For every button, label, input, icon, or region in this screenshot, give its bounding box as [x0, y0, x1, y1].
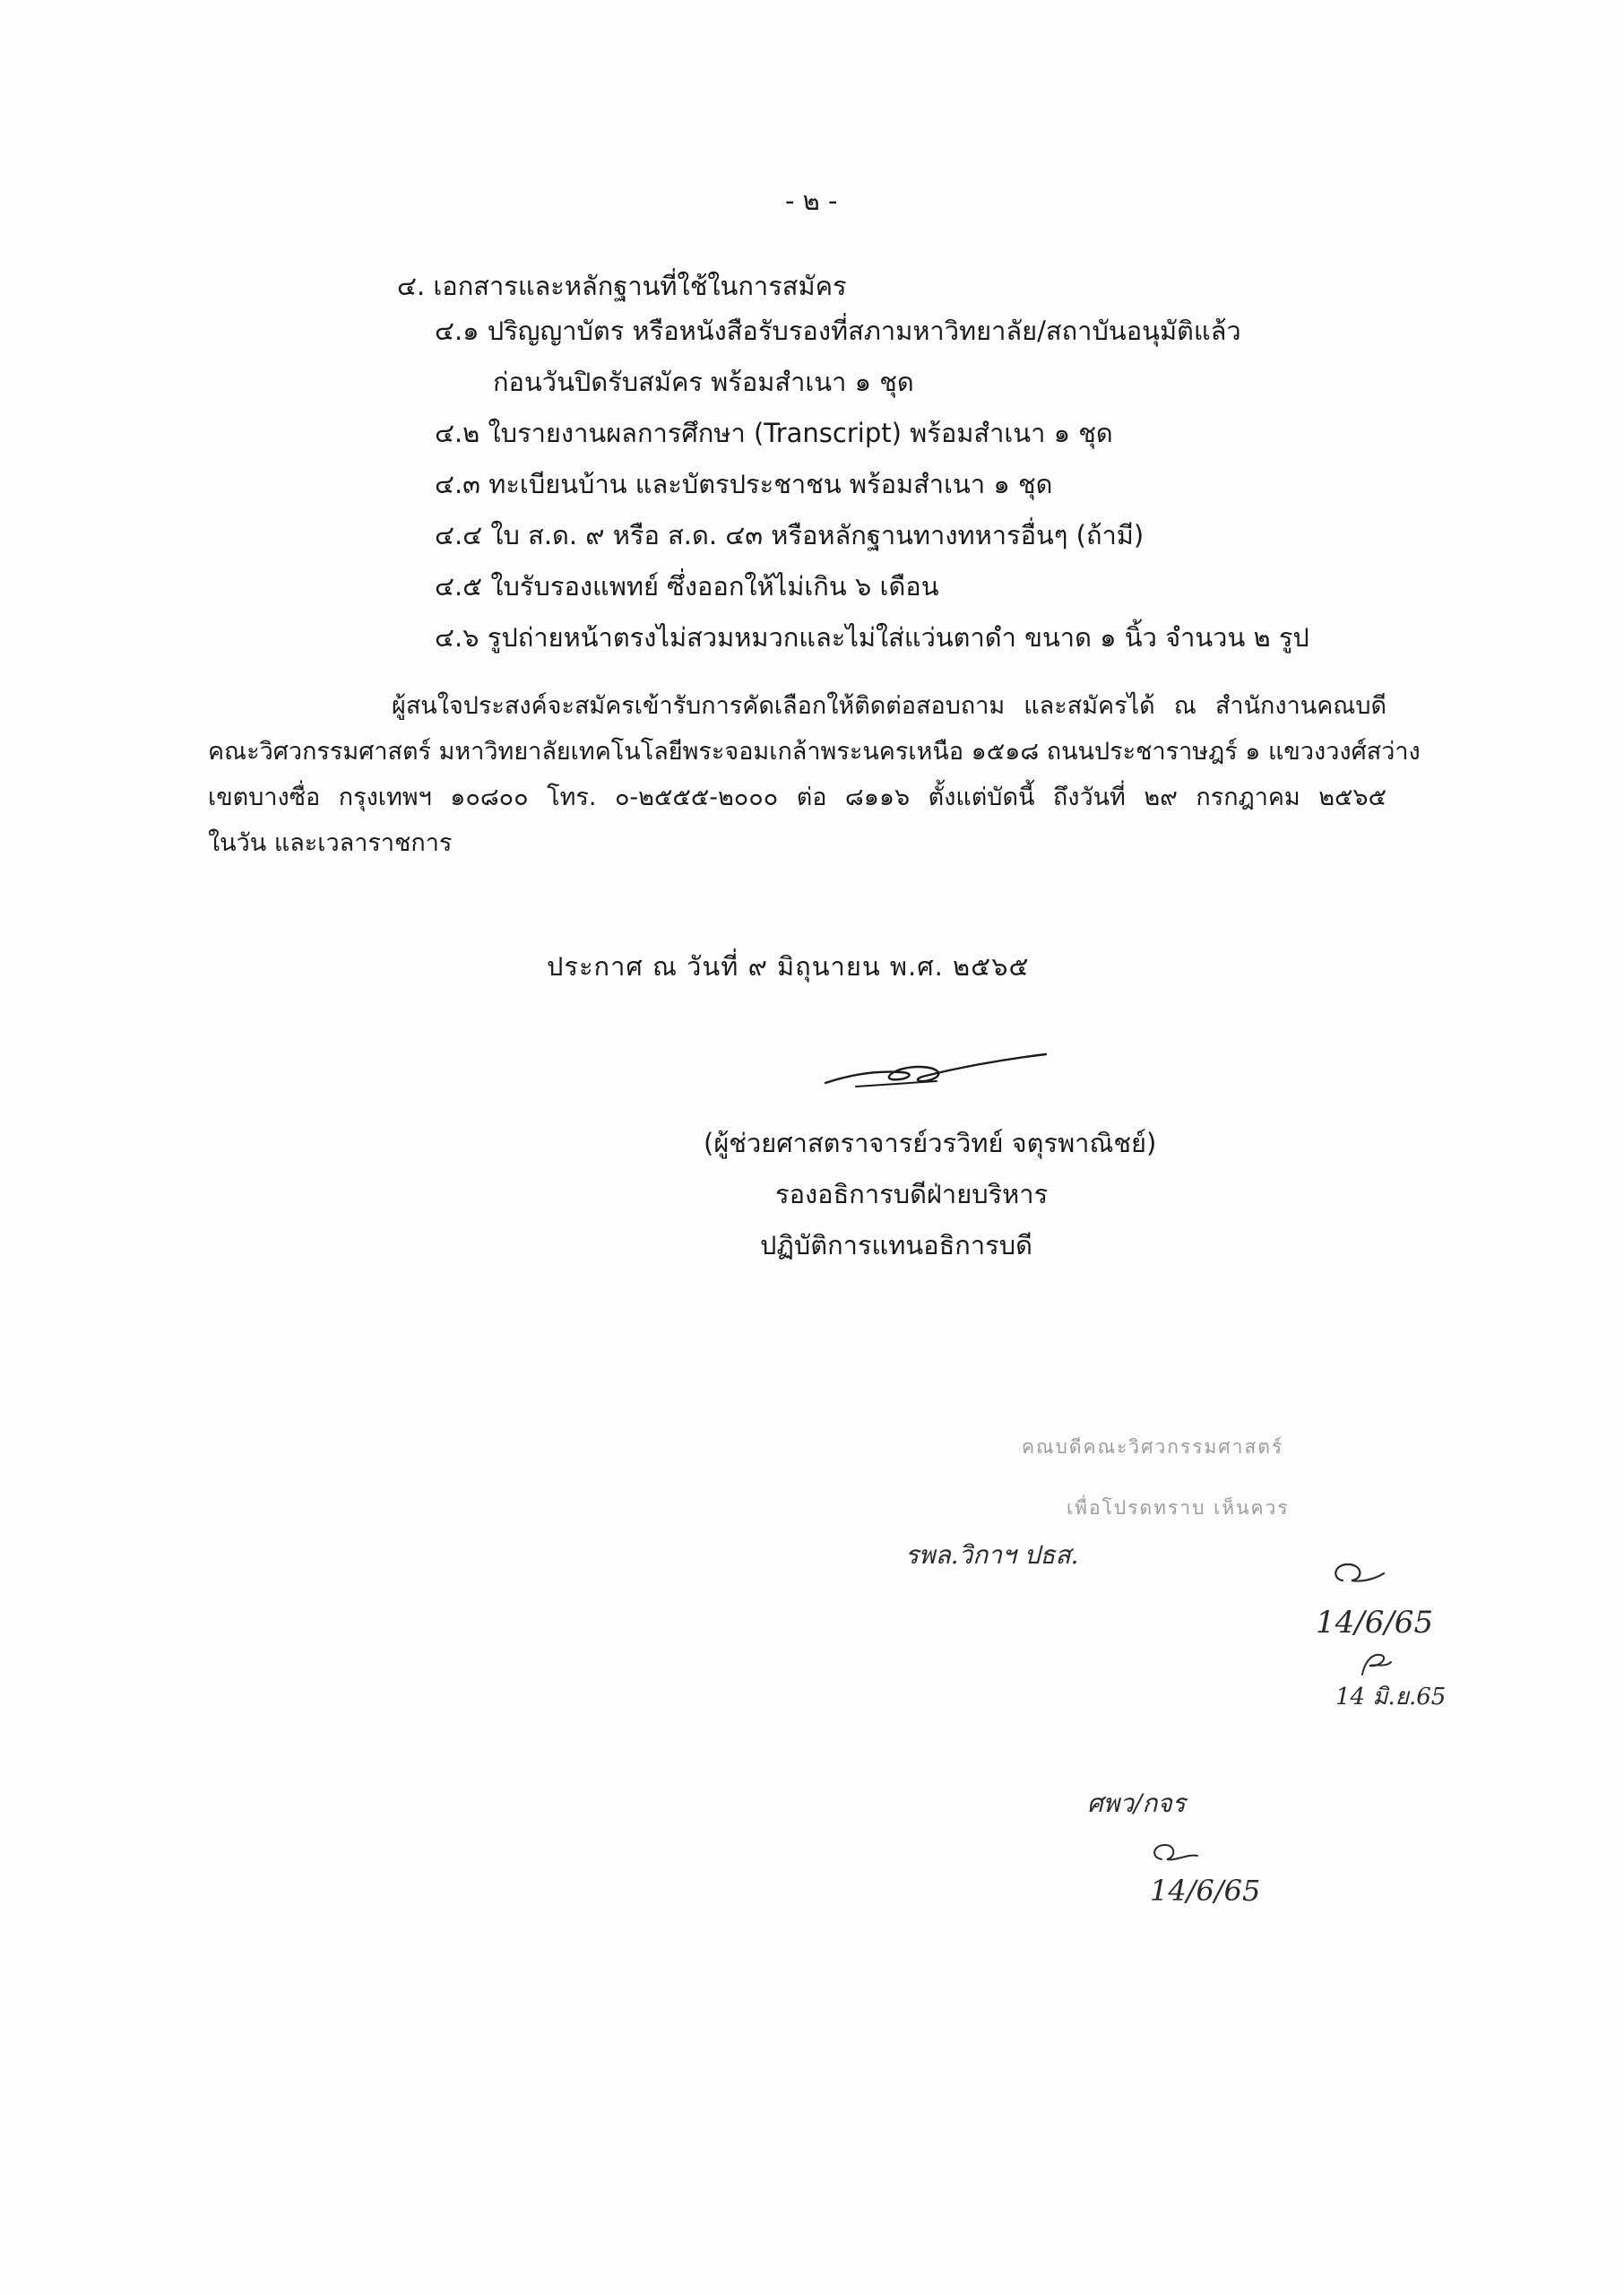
list-item: ๔.๔ ใบ ส.ด. ๙ หรือ ส.ด. ๔๓ หรือหลักฐานทางทหารอื่นๆ (ถ้ามี)	[435, 520, 1145, 550]
handwritten-date: 14/6/65	[1150, 1874, 1261, 1908]
list-item: ๔.๖ รูปถ่ายหน้าตรงไม่สวมหมวกและไม่ใส่แว่นตาดำ ขนาด ๑ นิ้ว จำนวน ๒ รูป	[435, 622, 1309, 653]
signature-image	[820, 1040, 1053, 1094]
contact-line: เขตบางซื่อ กรุงเทพฯ ๑๐๘๐๐ โทร. ๐-๒๕๕๕-๒๐๐๐ ต่อ ๘๑๑๖ ตั้งแต่บัดนี้ ถึงวันที่ ๒๙ กรกฎาคม ๒๕๖๕	[208, 784, 1386, 811]
handwritten-note: รพล.วิกาฯ ปธส.	[905, 1540, 1079, 1570]
stamp-line: เพื่อโปรดทราบ เห็นควร	[1067, 1497, 1290, 1519]
contact-line: คณะวิศวกรรมศาสตร์ มหาวิทยาลัยเทคโนโลยีพระจอมเกล้าพระนครเหนือ ๑๕๑๘ ถนนประชาราษฎร์ ๑ แขวงวงศ์สว่าง	[208, 738, 1421, 766]
handwritten-initials-icon	[1147, 1838, 1201, 1870]
list-item: ๔.๑ ปริญญาบัตร หรือหนังสือรับรองที่สภามหาวิทยาลัย/สถาบันอนุมัติแล้ว	[435, 316, 1241, 346]
signatory-name: (ผู้ช่วยศาสตราจารย์วรวิทย์ จตุรพาณิชย์)	[704, 1128, 1157, 1158]
handwritten-initials-icon	[1326, 1555, 1389, 1591]
list-item-continuation: ก่อนวันปิดรับสมัคร พร้อมสำเนา ๑ ชุด	[493, 367, 914, 397]
contact-line: ผู้สนใจประสงค์จะสมัครเข้ารับการคัดเลือกให้ติดต่อสอบถาม และสมัครได้ ณ สำนักงานคณบดี	[392, 692, 1386, 720]
handwritten-note: ศพว/กจร	[1087, 1788, 1186, 1818]
list-item: ๔.๒ ใบรายงานผลการศึกษา (Transcript) พร้อมสำเนา ๑ ชุด	[435, 418, 1113, 448]
page-number: - ๒ -	[785, 186, 838, 216]
signatory-acting-position: ปฏิบัติการแทนอธิการบดี	[760, 1230, 1032, 1260]
section-heading: ๔. เอกสารและหลักฐานที่ใช้ในการสมัคร	[397, 271, 847, 301]
contact-line: ในวัน และเวลาราชการ	[208, 829, 453, 857]
announcement-date: ประกาศ ณ วันที่ ๙ มิถุนายน พ.ศ. ๒๕๖๕	[547, 951, 1030, 982]
handwritten-initials-icon	[1353, 1648, 1398, 1680]
stamp-line: คณบดีคณะวิศวกรรมศาสตร์	[1022, 1436, 1284, 1458]
list-item: ๔.๕ ใบรับรองแพทย์ ซึ่งออกให้ไม่เกิน ๖ เดือน	[435, 571, 939, 602]
handwritten-date: 14 มิ.ย.65	[1335, 1684, 1447, 1710]
list-item: ๔.๓ ทะเบียนบ้าน และบัตรประชาชน พร้อมสำเนา ๑ ชุด	[435, 469, 1053, 499]
handwritten-date: 14/6/65	[1316, 1605, 1434, 1641]
signatory-position: รองอธิการบดีฝ่ายบริหาร	[775, 1179, 1049, 1209]
